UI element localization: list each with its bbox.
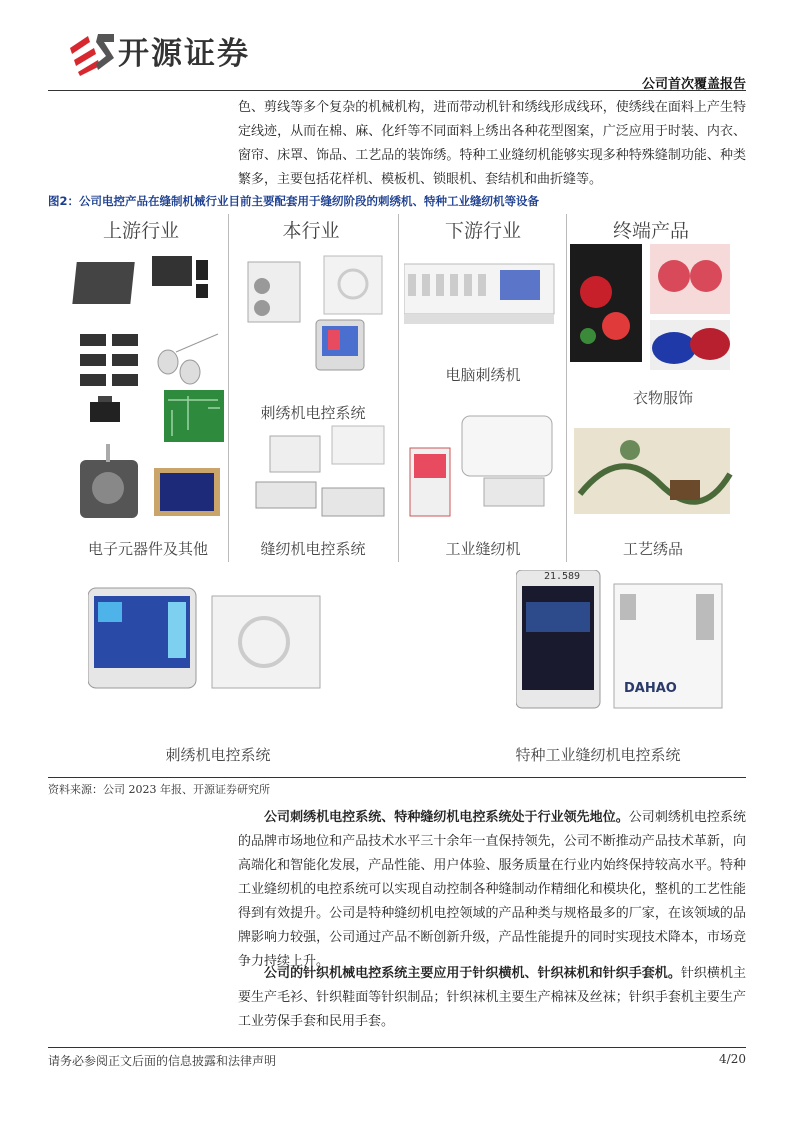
page-number: 4/20 bbox=[719, 1052, 746, 1066]
intro-paragraph: 色、剪线等多个复杂的机械机构，进而带动机针和绣线形成线环，使绣线在面料上产生特定线迹，从而在棉、麻、化纤等不同面料上绣出各种花型图案，广泛应用于时装、内衣、窗帘、床罩、饰品、工艺品的装饰绣。特种工业缝纫机能够实现多种特殊缝制功能、种类繁多，主要包括花样机、模板机、锁眼机、套结机和曲折缝等。 bbox=[238, 100, 746, 187]
brand-logo-icon bbox=[68, 30, 118, 76]
label-sewing-control: 缝纫机电控系统 bbox=[260, 540, 366, 558]
device-brand-label: DAHAO bbox=[624, 681, 677, 696]
paragraph-leading-position-body: 公司刺绣机电控系统的品牌市场地位和产品技术水平三十余年一直保持领先，公司不断推动产品技术革新，向高端化和智能化发展，产品性能、用户体验、服务质量在行业内始终保持较高水平。特种工业缝纫机的电控系统可以实现自动控制各种缝制动作精细化和模块化，整机的工艺性能得到有效提升。公司是特种缝纫机电控领域的产品种类与规格最多的厂家，在该领域的品牌影响力较强，公司通过产品不断创新升级，产品性能提升的同时实现技术降本，市场竞争力持续上升。 bbox=[238, 810, 746, 969]
paragraph-knitting-control-heading: 公司的针织机械电控系统主要应用于针织横机、针织袜机和针织手套机。 bbox=[264, 966, 681, 981]
header-divider bbox=[48, 90, 746, 91]
label-industrial-sewing: 工业缝纫机 bbox=[445, 540, 521, 558]
embroidery-controller-products-icon bbox=[88, 586, 328, 698]
controller-boxes-icon bbox=[236, 250, 396, 540]
column-end-product: 终端产品 bbox=[612, 220, 689, 242]
label-embroidery-control: 刺绣机电控系统 bbox=[260, 404, 366, 422]
source-note: 资料来源：公司 2023 年报、开源证券研究所 bbox=[48, 783, 270, 796]
label-clothing: 衣物服饰 bbox=[632, 389, 693, 407]
column-downstream: 下游行业 bbox=[444, 220, 521, 242]
label-bottom-right: 特种工业缝纫机电控系统 bbox=[515, 746, 681, 764]
paragraph-leading-position-heading: 公司刺绣机电控系统、特种缝纫机电控系统处于行业领先地位。 bbox=[264, 810, 629, 825]
column-industry: 本行业 bbox=[282, 220, 340, 242]
column-upstream: 上游行业 bbox=[102, 220, 179, 242]
label-computer-embroidery: 电脑刺绣机 bbox=[445, 366, 521, 384]
machines-icon bbox=[404, 248, 564, 538]
screen-number: 21.589 bbox=[543, 571, 581, 582]
figure-caption: 图2：公司电控产品在缝制机械行业目前主要配套用于缝纫阶段的刺绣机、特种工业缝纫机等设备 bbox=[48, 194, 539, 208]
report-type: 公司首次覆盖报告 bbox=[641, 77, 746, 92]
footer-divider bbox=[48, 1047, 746, 1048]
label-crafts: 工艺绣品 bbox=[622, 540, 683, 558]
label-upstream: 电子元器件及其他 bbox=[87, 540, 208, 558]
brand-name: 开源证券 bbox=[118, 36, 250, 72]
label-bottom-left: 刺绣机电控系统 bbox=[165, 746, 271, 764]
figure-bottom-divider bbox=[48, 777, 746, 778]
column-divider bbox=[566, 214, 567, 562]
footer-disclaimer: 请务必参阅正文后面的信息披露和法律声明 bbox=[48, 1054, 277, 1068]
paragraph-leading-position bbox=[238, 806, 746, 974]
paragraph-knitting-control-body: 针织横机主要生产毛衫、针织鞋面等针织制品；针织袜机主要生产棉袜及丝袜；针织手套机主要生产工业劳保手套和民用手套。 bbox=[238, 966, 746, 1029]
column-divider bbox=[228, 214, 229, 562]
electronic-components-icon bbox=[68, 250, 228, 540]
paragraph-knitting-control bbox=[238, 962, 746, 1034]
figure-industry-chain bbox=[48, 210, 746, 775]
column-divider bbox=[398, 214, 399, 562]
